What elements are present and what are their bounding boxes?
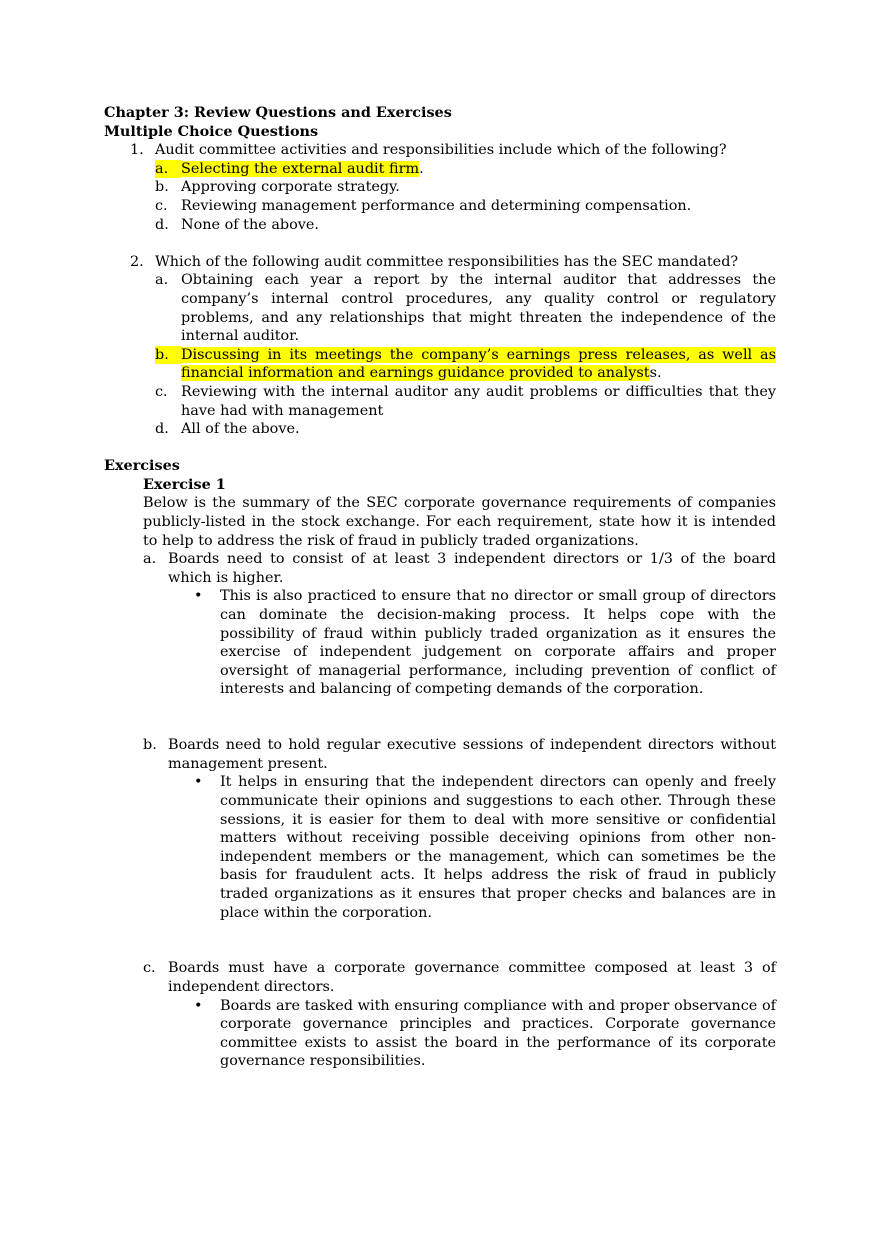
q2-option-d [104,420,776,439]
q1-option-c [104,197,776,216]
requirement-b [104,736,776,773]
option-letter: d. [155,421,169,438]
question-text: Which of the following audit committee responsibilities has the SEC mandated? [155,253,739,270]
requirement-text: Boards need to consist of at least 3 independent directors or 1/3 of the board which is higher. [168,551,776,586]
option-text: Approving corporate strategy. [181,179,400,196]
bullet-icon: • [194,588,203,605]
requirement-c [104,959,776,996]
option-text: . [419,160,424,177]
mcq-heading: Multiple Choice Questions [104,122,319,140]
chapter-heading: Chapter 3: Review Questions and Exercises [104,104,452,121]
question-number: 1. [130,142,144,159]
option-text: None of the above. [181,216,319,233]
option-text: Reviewing management performance and determining compensation. [181,197,692,214]
answer-text: Boards are tasked with ensuring compliance with and proper observance of corporate governance principles and practices. Corporate governance committee exists to assist the board in the performance of its corporate governance responsibilities. [220,997,776,1070]
q2-option-c [104,383,776,420]
answer-b [104,773,776,922]
question-2 [104,253,776,272]
highlighted-answer: Selecting the external audit firm [181,160,420,177]
option-letter: c. [155,197,168,214]
exercises-heading: Exercises [104,457,180,475]
option-text: Reviewing with the internal auditor any audit problems or difficulties that they have had with management [181,383,776,419]
q1-option-b [104,178,776,197]
requirement-text: Boards need to hold regular executive sessions of independent directors without management present. [168,737,776,772]
q1-option-d [104,216,776,235]
answer-c [104,997,776,1071]
answer-text: This is also practiced to ensure that no director or small group of directors can dominate the decision-making process. It helps cope with the possibility of fraud within publicly traded organization as it ensures the exercise of independent judgement on corporate affairs and proper oversight of managerial performance, including prevention of conflict of interests and balancing of competing demands of the corporation. [220,588,776,698]
document-body [104,104,776,1071]
item-letter: a. [143,551,157,568]
option-letter: c. [155,383,168,400]
question-number: 2. [130,253,144,270]
q2-option-a [104,271,776,345]
option-letter: b. [155,346,181,365]
answer-text: It helps in ensuring that the independent directors can openly and freely communicate their opinions and suggestions to each other. Through these sessions, it is easier for them to deal with more sensitive or confidential matters without receiving possible deceiving opinions from other non-independent members or the management, which can sometimes be the basis for fraudulent acts. It helps address the risk of fraud in publicly traded organizations as it ensures that proper checks and balances are in place within the corporation. [220,774,776,921]
option-text: Obtaining each year a report by the internal auditor that addresses the company’s internal control procedures, any quality control or regulatory problems, and any relationships that might threaten the independence of the internal auditor. [181,272,776,345]
answer-a [104,587,776,699]
highlighted-answer: Discussing in its meetings the company’s earnings press releases, as well as financial information and earnings guidance provided to analyst [181,346,776,382]
option-letter: a. [155,160,181,179]
item-letter: c. [143,960,156,977]
option-letter: a. [155,272,169,289]
exercise-1-intro: Below is the summary of the SEC corporate governance requirements of companies publicly-listed in the stock exchange. For each requirement, state how it is intended to help to address the risk of fraud in publicly traded organizations. [143,495,776,549]
requirement-a [104,550,776,587]
option-text: s. [649,365,662,382]
bullet-icon: • [194,774,203,791]
bullet-icon: • [194,997,203,1014]
option-letter: b. [155,179,169,196]
option-letter: d. [155,216,169,233]
item-letter: b. [143,737,157,754]
requirement-text: Boards must have a corporate governance committee composed at least 3 of independent directors. [168,960,776,995]
exercise-1-title: Exercise 1 [143,475,226,493]
question-text: Audit committee activities and responsibilities include which of the following? [155,142,727,159]
question-1 [104,141,776,160]
q1-option-a [104,160,776,179]
q2-option-b [104,346,776,383]
option-text: All of the above. [181,421,300,438]
